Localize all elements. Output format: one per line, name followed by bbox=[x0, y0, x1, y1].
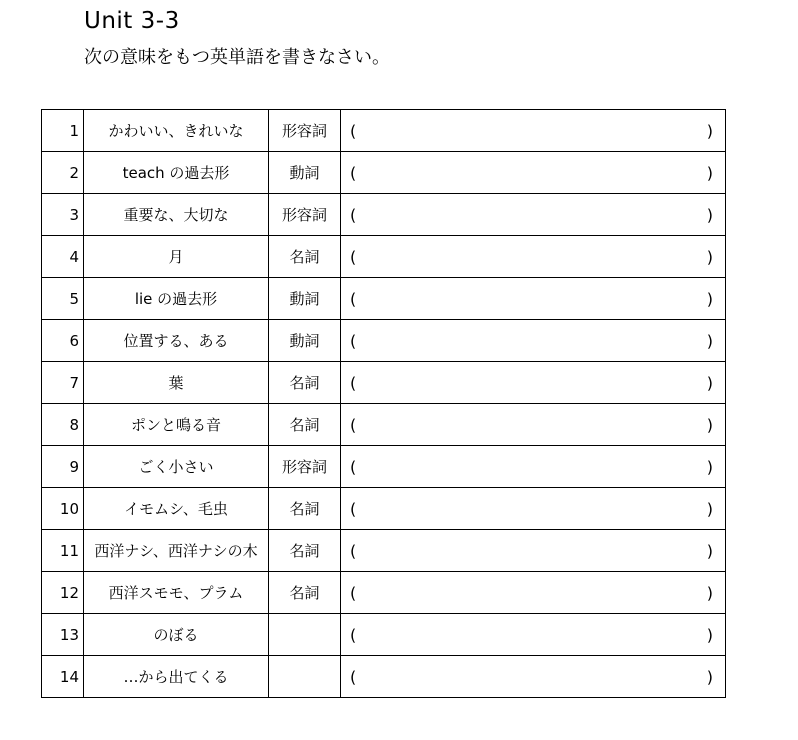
row-meaning: lie の過去形 bbox=[84, 278, 269, 320]
table-row bbox=[42, 656, 726, 698]
paren-close: ) bbox=[706, 415, 713, 434]
answer-blank[interactable] bbox=[341, 404, 726, 446]
row-meaning: のぼる bbox=[84, 614, 269, 656]
row-meaning: 月 bbox=[84, 236, 269, 278]
table-row bbox=[42, 278, 726, 320]
row-meaning: 位置する、ある bbox=[84, 320, 269, 362]
answer-blank[interactable] bbox=[341, 236, 726, 278]
table-row bbox=[42, 236, 726, 278]
answer-blank[interactable] bbox=[341, 530, 726, 572]
paren-open: ( bbox=[350, 247, 357, 266]
paren-close: ) bbox=[706, 583, 713, 602]
answer-blank[interactable] bbox=[341, 152, 726, 194]
paren-close: ) bbox=[706, 457, 713, 476]
table-row bbox=[42, 488, 726, 530]
row-number: 11 bbox=[42, 530, 84, 572]
paren-open: ( bbox=[350, 625, 357, 644]
row-meaning: 葉 bbox=[84, 362, 269, 404]
row-part-of-speech: 動詞 bbox=[269, 320, 341, 362]
row-meaning: 西洋ナシ、西洋ナシの木 bbox=[84, 530, 269, 572]
paren-open: ( bbox=[350, 499, 357, 518]
row-number: 4 bbox=[42, 236, 84, 278]
row-number: 8 bbox=[42, 404, 84, 446]
row-part-of-speech: 名詞 bbox=[269, 404, 341, 446]
row-meaning: ごく小さい bbox=[84, 446, 269, 488]
answer-blank[interactable] bbox=[341, 488, 726, 530]
row-number: 13 bbox=[42, 614, 84, 656]
paren-close: ) bbox=[706, 541, 713, 560]
instruction-text: 次の意味をもつ英単語を書きなさい。 bbox=[84, 47, 390, 68]
paren-close: ) bbox=[706, 373, 713, 392]
row-number: 10 bbox=[42, 488, 84, 530]
row-part-of-speech: 形容詞 bbox=[269, 194, 341, 236]
vocabulary-table bbox=[41, 109, 726, 698]
table-row bbox=[42, 152, 726, 194]
row-part-of-speech: 形容詞 bbox=[269, 446, 341, 488]
row-number: 5 bbox=[42, 278, 84, 320]
paren-open: ( bbox=[350, 163, 357, 182]
row-number: 12 bbox=[42, 572, 84, 614]
paren-close: ) bbox=[706, 331, 713, 350]
table-row bbox=[42, 194, 726, 236]
row-meaning: かわいい、きれいな bbox=[84, 110, 269, 152]
row-meaning: 西洋スモモ、プラム bbox=[84, 572, 269, 614]
answer-blank[interactable] bbox=[341, 194, 726, 236]
paren-close: ) bbox=[706, 625, 713, 644]
paren-close: ) bbox=[706, 163, 713, 182]
row-part-of-speech: 名詞 bbox=[269, 236, 341, 278]
paren-close: ) bbox=[706, 205, 713, 224]
row-meaning: teach の過去形 bbox=[84, 152, 269, 194]
table-row bbox=[42, 614, 726, 656]
paren-open: ( bbox=[350, 667, 357, 686]
row-meaning: …から出てくる bbox=[84, 656, 269, 698]
row-part-of-speech bbox=[269, 614, 341, 656]
row-number: 7 bbox=[42, 362, 84, 404]
table-row bbox=[42, 572, 726, 614]
table-row bbox=[42, 362, 726, 404]
row-part-of-speech: 動詞 bbox=[269, 152, 341, 194]
row-part-of-speech: 名詞 bbox=[269, 488, 341, 530]
row-meaning: 重要な、大切な bbox=[84, 194, 269, 236]
table-row bbox=[42, 446, 726, 488]
row-number: 1 bbox=[42, 110, 84, 152]
paren-open: ( bbox=[350, 205, 357, 224]
row-part-of-speech: 動詞 bbox=[269, 278, 341, 320]
paren-open: ( bbox=[350, 331, 357, 350]
table-row bbox=[42, 320, 726, 362]
table-row bbox=[42, 404, 726, 446]
answer-blank[interactable] bbox=[341, 656, 726, 698]
paren-close: ) bbox=[706, 667, 713, 686]
answer-blank[interactable] bbox=[341, 362, 726, 404]
paren-open: ( bbox=[350, 541, 357, 560]
answer-blank[interactable] bbox=[341, 320, 726, 362]
vocabulary-table-body bbox=[42, 110, 726, 698]
paren-open: ( bbox=[350, 121, 357, 140]
row-part-of-speech: 名詞 bbox=[269, 572, 341, 614]
paren-open: ( bbox=[350, 583, 357, 602]
row-number: 9 bbox=[42, 446, 84, 488]
paren-open: ( bbox=[350, 289, 357, 308]
paren-close: ) bbox=[706, 247, 713, 266]
row-number: 2 bbox=[42, 152, 84, 194]
answer-blank[interactable] bbox=[341, 446, 726, 488]
row-part-of-speech: 形容詞 bbox=[269, 110, 341, 152]
answer-blank[interactable] bbox=[341, 572, 726, 614]
row-part-of-speech: 名詞 bbox=[269, 362, 341, 404]
table-row bbox=[42, 530, 726, 572]
row-meaning: ポンと鳴る音 bbox=[84, 404, 269, 446]
row-part-of-speech: 名詞 bbox=[269, 530, 341, 572]
row-number: 3 bbox=[42, 194, 84, 236]
page-title: Unit 3-3 bbox=[84, 8, 180, 34]
paren-close: ) bbox=[706, 289, 713, 308]
paren-open: ( bbox=[350, 415, 357, 434]
row-number: 14 bbox=[42, 656, 84, 698]
answer-blank[interactable] bbox=[341, 110, 726, 152]
paren-open: ( bbox=[350, 457, 357, 476]
paren-open: ( bbox=[350, 373, 357, 392]
answer-blank[interactable] bbox=[341, 278, 726, 320]
row-meaning: イモムシ、毛虫 bbox=[84, 488, 269, 530]
answer-blank[interactable] bbox=[341, 614, 726, 656]
paren-close: ) bbox=[706, 121, 713, 140]
table-row bbox=[42, 110, 726, 152]
row-part-of-speech bbox=[269, 656, 341, 698]
paren-close: ) bbox=[706, 499, 713, 518]
row-number: 6 bbox=[42, 320, 84, 362]
